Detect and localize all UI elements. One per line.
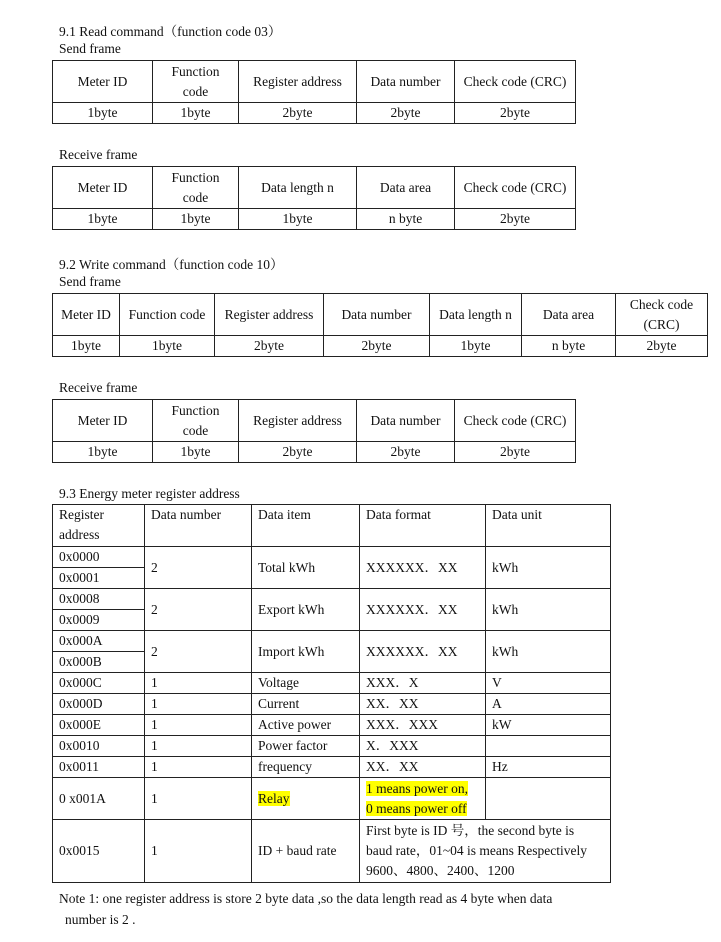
data-item: Current xyxy=(252,694,360,715)
header-cell: Data item xyxy=(252,505,360,547)
size-cell: 2byte xyxy=(616,336,708,357)
data-unit xyxy=(486,778,611,820)
baud-format-line: 9600、4800、2400、1200 xyxy=(366,863,515,878)
data-format: X．XXX xyxy=(360,736,486,757)
data-item: Total kWh xyxy=(252,547,360,589)
register-address: 0x000E xyxy=(53,715,145,736)
size-cell: 1byte xyxy=(53,442,153,463)
data-item: frequency xyxy=(252,757,360,778)
write-send-frame-table xyxy=(52,293,708,357)
data-number: 1 xyxy=(145,673,252,694)
size-cell: 1byte xyxy=(120,336,215,357)
header-cell: Meter ID xyxy=(53,400,153,442)
size-cell: 2byte xyxy=(324,336,430,357)
register-address: 0x000A xyxy=(53,631,145,652)
size-cell: 1byte xyxy=(53,103,153,124)
receive-frame-label: Receive frame xyxy=(59,147,138,162)
size-cell: 1byte xyxy=(239,209,357,230)
register-address: 0x0010 xyxy=(53,736,145,757)
size-cell: n byte xyxy=(522,336,616,357)
data-format: XXX．XXX xyxy=(360,715,486,736)
header-cell: Function code xyxy=(120,294,215,336)
data-format xyxy=(360,778,486,820)
size-cell: 1byte xyxy=(53,336,120,357)
data-number: 2 xyxy=(145,547,252,589)
header-cell: Meter ID xyxy=(53,61,153,103)
register-address: 0x0015 xyxy=(53,820,145,883)
size-cell: 1byte xyxy=(153,103,239,124)
header-cell: Meter ID xyxy=(53,167,153,209)
data-unit xyxy=(486,736,611,757)
relay-format-line: 0 means power off xyxy=(366,800,467,816)
baud-format-line: baud rate，01~04 is means Respectively xyxy=(366,843,587,858)
header-cell: Function code xyxy=(153,400,239,442)
header-cell: Function code xyxy=(153,61,239,103)
table-row xyxy=(53,715,611,736)
table-row xyxy=(53,736,611,757)
table-row xyxy=(53,673,611,694)
data-number: 2 xyxy=(145,631,252,673)
header-cell: Check code (CRC) xyxy=(455,400,576,442)
header-cell: Check code (CRC) xyxy=(455,61,576,103)
data-unit: kW xyxy=(486,715,611,736)
register-address: 0 x001A xyxy=(53,778,145,820)
data-number: 1 xyxy=(145,736,252,757)
register-address: 0x000C xyxy=(53,673,145,694)
data-unit: kWh xyxy=(486,631,611,673)
size-cell: 2byte xyxy=(215,336,324,357)
size-cell: 2byte xyxy=(357,103,455,124)
data-unit: kWh xyxy=(486,547,611,589)
register-address: 0x0008 xyxy=(53,589,145,610)
write-receive-frame-table xyxy=(52,399,576,463)
data-format: XX．XX xyxy=(360,757,486,778)
size-cell: 2byte xyxy=(357,442,455,463)
data-format: XXXXXX．XX xyxy=(360,631,486,673)
header-cell: Data format xyxy=(360,505,486,547)
table-row xyxy=(53,589,611,610)
register-address: 0x0001 xyxy=(53,568,145,589)
size-cell: 1byte xyxy=(153,209,239,230)
header-cell: Data length n xyxy=(430,294,522,336)
register-address-table xyxy=(52,504,611,883)
header-cell: Register address xyxy=(239,61,357,103)
header-cell: Data area xyxy=(357,167,455,209)
register-address: 0x0009 xyxy=(53,610,145,631)
baud-format-line: First byte is ID 号，the second byte is xyxy=(366,823,575,838)
data-unit: V xyxy=(486,673,611,694)
read-send-frame-table xyxy=(52,60,576,124)
register-address: 0x000D xyxy=(53,694,145,715)
relay-label: Relay xyxy=(258,790,290,806)
size-cell: 1byte xyxy=(430,336,522,357)
data-item: Export kWh xyxy=(252,589,360,631)
section-9-3-heading: 9.3 Energy meter register address xyxy=(59,486,240,501)
table-row xyxy=(53,547,611,568)
header-cell: Data unit xyxy=(486,505,611,547)
data-number: 1 xyxy=(145,715,252,736)
table-row xyxy=(53,757,611,778)
header-cell: Check code (CRC) xyxy=(455,167,576,209)
header-cell: Register address xyxy=(215,294,324,336)
header-cell: Register address xyxy=(53,505,145,547)
data-unit: A xyxy=(486,694,611,715)
table-row xyxy=(53,820,611,883)
data-format xyxy=(360,820,611,883)
register-address: 0x0011 xyxy=(53,757,145,778)
header-cell: Meter ID xyxy=(53,294,120,336)
data-number: 1 xyxy=(145,694,252,715)
header-cell: Register address xyxy=(239,400,357,442)
send-frame-label: Send frame xyxy=(59,41,121,56)
section-9-2-heading: 9.2 Write command（function code 10） xyxy=(59,257,284,272)
size-cell: 2byte xyxy=(239,103,357,124)
data-format: XX．XX xyxy=(360,694,486,715)
data-format: XXXXXX．XX xyxy=(360,547,486,589)
header-cell: Function code xyxy=(153,167,239,209)
header-cell: Data length n xyxy=(239,167,357,209)
header-cell: Data number xyxy=(357,61,455,103)
data-item xyxy=(252,778,360,820)
data-number: 1 xyxy=(145,757,252,778)
data-item: Import kWh xyxy=(252,631,360,673)
size-cell: n byte xyxy=(357,209,455,230)
receive-frame-label: Receive frame xyxy=(59,380,138,395)
size-cell: 1byte xyxy=(53,209,153,230)
table-row xyxy=(53,778,611,820)
data-number: 1 xyxy=(145,820,252,883)
register-address: 0x000B xyxy=(53,652,145,673)
data-number: 1 xyxy=(145,778,252,820)
data-number: 2 xyxy=(145,589,252,631)
size-cell: 2byte xyxy=(455,209,576,230)
relay-format-line: 1 means power on, xyxy=(366,780,468,796)
data-item: ID + baud rate xyxy=(252,820,360,883)
read-receive-frame-table xyxy=(52,166,576,230)
size-cell: 2byte xyxy=(455,103,576,124)
note-line: number is 2 . xyxy=(65,912,136,927)
table-row xyxy=(53,694,611,715)
data-item: Voltage xyxy=(252,673,360,694)
data-format: XXX．X xyxy=(360,673,486,694)
table-row xyxy=(53,631,611,652)
header-cell: Check code (CRC) xyxy=(616,294,708,336)
send-frame-label: Send frame xyxy=(59,274,121,289)
section-9-1-heading: 9.1 Read command（function code 03） xyxy=(59,24,282,39)
header-cell: Data number xyxy=(357,400,455,442)
data-unit: Hz xyxy=(486,757,611,778)
header-cell: Data number xyxy=(324,294,430,336)
register-address: 0x0000 xyxy=(53,547,145,568)
header-cell: Data area xyxy=(522,294,616,336)
data-item: Power factor xyxy=(252,736,360,757)
note-line: Note 1: one register address is store 2 byte data ,so the data length read as 4 byte when data xyxy=(59,891,553,906)
size-cell: 1byte xyxy=(153,442,239,463)
size-cell: 2byte xyxy=(239,442,357,463)
data-item: Active power xyxy=(252,715,360,736)
data-format: XXXXXX．XX xyxy=(360,589,486,631)
header-cell: Data number xyxy=(145,505,252,547)
data-unit: kWh xyxy=(486,589,611,631)
size-cell: 2byte xyxy=(455,442,576,463)
